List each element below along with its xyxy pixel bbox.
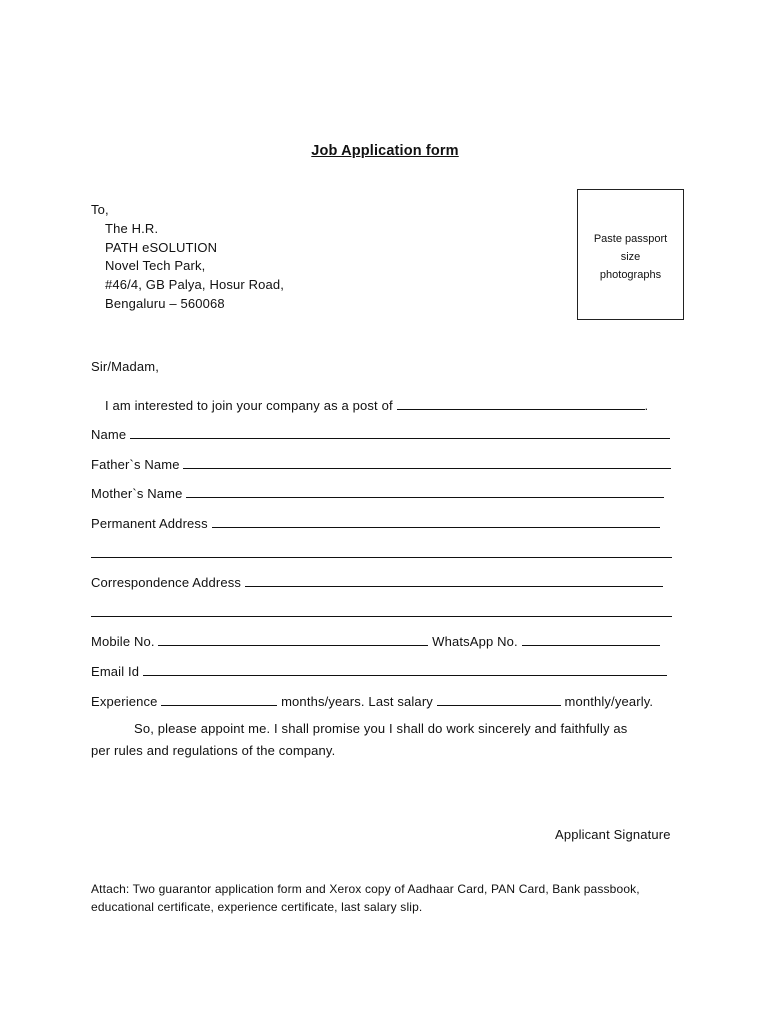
mobile-blank[interactable] <box>158 633 428 646</box>
attach-note: educational certificate, experience certificate, last salary slip. <box>91 900 423 914</box>
address-line: #46/4, GB Palya, Hosur Road, <box>105 277 285 292</box>
experience-label: Experience <box>91 694 158 709</box>
email-label: Email Id <box>91 664 140 679</box>
photo-box-line: size <box>620 251 641 263</box>
whatsapp-label: WhatsApp No. <box>432 634 518 649</box>
mother-row <box>91 485 664 502</box>
permanent-address-row-2 <box>91 545 672 562</box>
mother-label: Mother`s Name <box>91 486 183 501</box>
intro-end: . <box>644 398 649 413</box>
father-row <box>91 456 671 473</box>
permanent-address-row <box>91 515 660 532</box>
whatsapp-blank[interactable] <box>522 633 660 646</box>
correspondence-address-blank-2[interactable] <box>91 604 672 617</box>
address-line: Novel Tech Park, <box>105 258 206 273</box>
applicant-signature-label: Applicant Signature <box>555 827 671 842</box>
name-row <box>91 426 670 443</box>
salutation: Sir/Madam, <box>91 359 159 374</box>
father-label: Father`s Name <box>91 457 180 472</box>
correspondence-address-blank[interactable] <box>245 574 663 587</box>
correspondence-address-row <box>91 574 663 591</box>
monthly-yearly-label: monthly/yearly. <box>564 694 654 709</box>
attach-note: Attach: Two guarantor application form and Xerox copy of Aadhaar Card, PAN Card, Bank passbook, <box>91 882 640 896</box>
mobile-row <box>91 633 660 650</box>
intro-row <box>105 397 648 414</box>
form-title: Job Application form <box>311 143 459 159</box>
correspondence-address-row-2 <box>91 604 672 621</box>
name-label: Name <box>91 427 127 442</box>
address-line: Bengaluru – 560068 <box>105 296 225 311</box>
email-blank[interactable] <box>143 663 667 676</box>
name-blank[interactable] <box>130 426 670 439</box>
months-years-label: months/years. Last salary <box>281 694 433 709</box>
post-blank[interactable] <box>397 397 645 410</box>
closing-line: per rules and regulations of the company. <box>91 743 336 758</box>
permanent-address-label: Permanent Address <box>91 516 208 531</box>
salary-blank[interactable] <box>437 693 561 706</box>
correspondence-address-label: Correspondence Address <box>91 575 242 590</box>
experience-blank[interactable] <box>161 693 277 706</box>
photo-box-line: Paste passport <box>593 233 668 245</box>
photo-box-text <box>578 230 683 284</box>
mother-blank[interactable] <box>186 485 664 498</box>
photo-box-line: photographs <box>599 269 662 281</box>
address-line: PATH eSOLUTION <box>105 240 218 255</box>
experience-row <box>91 693 653 710</box>
address-line: The H.R. <box>105 221 159 236</box>
to-label: To, <box>91 202 109 217</box>
permanent-address-blank[interactable] <box>212 515 660 528</box>
passport-photo-box <box>577 189 684 320</box>
father-blank[interactable] <box>183 456 671 469</box>
mobile-label: Mobile No. <box>91 634 155 649</box>
intro-label: I am interested to join your company as a post of <box>105 398 393 413</box>
closing-line: So, please appoint me. I shall promise you I shall do work sincerely and faithfully as <box>134 721 628 736</box>
permanent-address-blank-2[interactable] <box>91 545 672 558</box>
email-row <box>91 663 667 680</box>
